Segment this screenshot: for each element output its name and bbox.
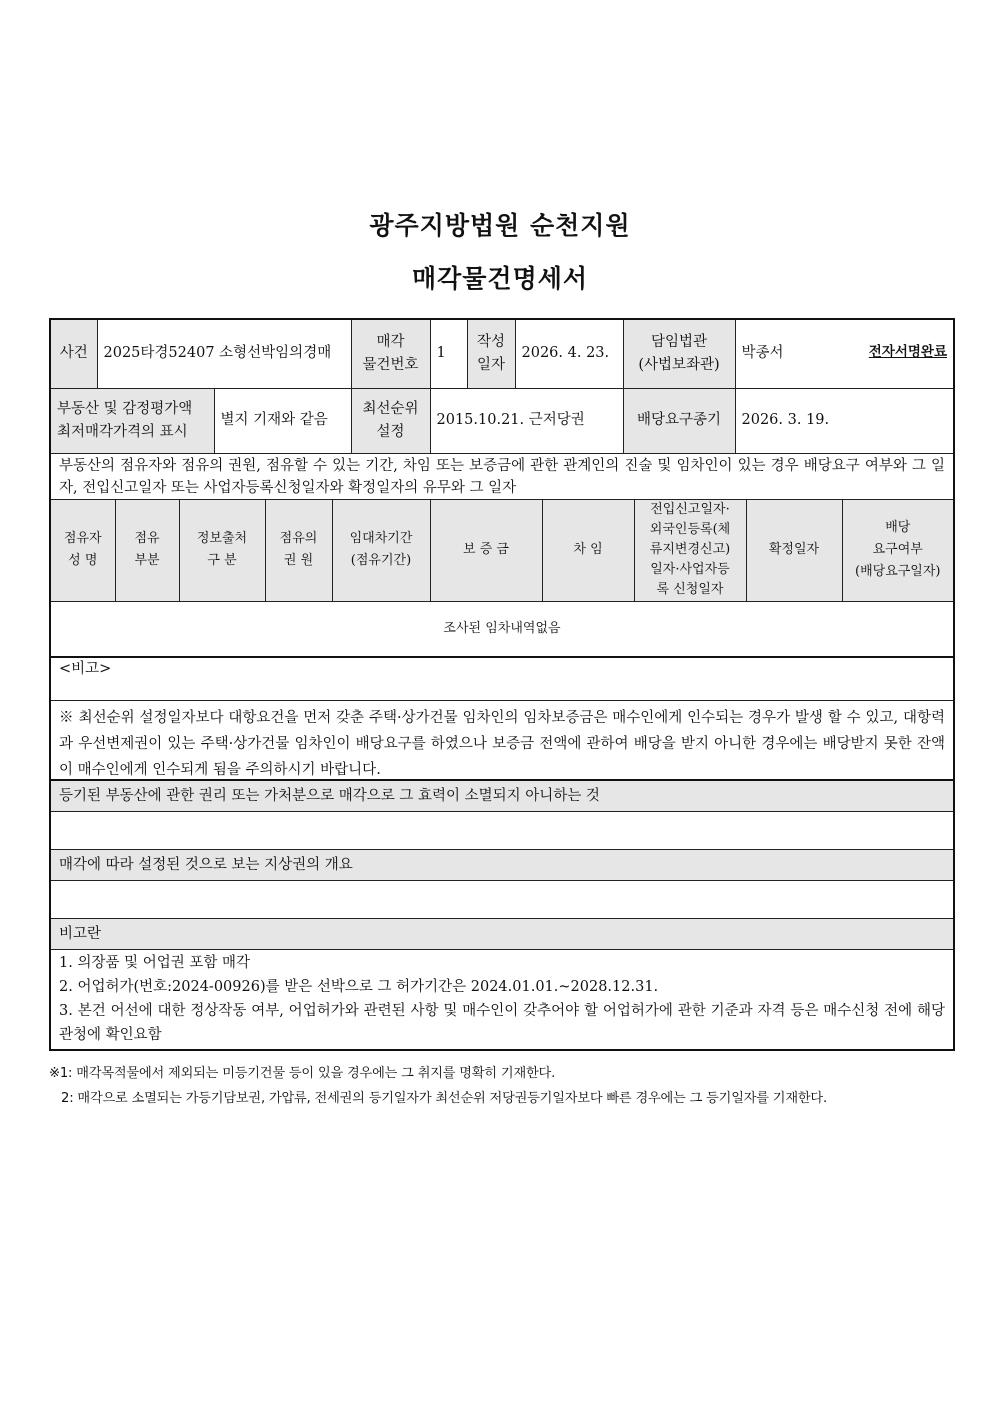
note-item: 1. 의장품 및 어업권 포함 매각 [59,955,250,971]
note-item: 2. 어업허가(번호:2024-00926)를 받은 선박으로 그 허가기간은 2024.01.01.~2028.12.31. [59,979,659,995]
col-rent: 차 임 [542,499,634,601]
col-dividend-request: 배당 요구여부 (배당요구일자) [842,499,953,601]
col-lease-period: 임대차기간 (점유기간) [332,499,430,601]
judge-label: 담임법관 (사법보좌관) [623,320,735,388]
written-date-label: 작성 일자 [467,320,515,388]
no-lease-message: 조사된 임차내역없음 [51,601,953,656]
priority-value: 2015.10.21. 근저당권 [430,389,623,453]
occupancy-description: 부동산의 점유자와 점유의 권원, 점유할 수 있는 기간, 차임 또는 보증금에 관한 관계인의 진술 및 임차인이 있는 경우 배당요구 여부와 그 일자, 전입신고일자 또는 사업자등록신청일자와 확정일자의 유무와 그 일자 [51,453,953,499]
priority-label: 최선순위 설정 [351,389,430,453]
col-occupied-part: 점유 부분 [115,499,179,601]
col-deposit: 보 증 금 [430,499,542,601]
footnote-2: 2: 매각으로 소멸되는 가등기담보권, 가압류, 전세권의 등기일자가 최선순위 저당권등기일자보다 빠른 경우에는 그 등기일자를 기재한다. [61,1091,827,1106]
written-date-value: 2026. 4. 23. [515,320,623,388]
remarks-label: <비고> [51,658,953,701]
col-info-source: 정보출처 구 분 [179,499,265,601]
footnote-1: ※1: 매각목적물에서 제외되는 미등기건물 등이 있을 경우에는 그 취지를 명확히 기재한다. [49,1066,556,1081]
superficies-content [51,881,953,919]
col-fixed-date: 확정일자 [746,499,842,601]
case-label: 사건 [51,320,97,388]
rights-label: 등기된 부동산에 관한 권리 또는 가처분으로 매각으로 그 효력이 소멸되지 아니하는 것 [51,781,953,812]
property-info-table [51,388,953,453]
deadline-label: 배당요구종기 [623,389,735,453]
occupancy-table [51,499,953,657]
court-name: 광주지방법원 순천지원 [369,211,631,240]
remarks-section [51,656,953,779]
property-value: 별지 기재와 같음 [214,389,351,453]
judge-name: 박종서 [741,345,784,362]
document-title: 매각물건명세서 [411,264,589,293]
superficies-label: 매각에 따라 설정된 것으로 보는 지상권의 개요 [51,850,953,881]
col-move-in-date: 전입신고일자· 외국인등록(체 류지변경신고) 일자·사업자등 록 신청일자 [634,499,746,601]
judge-cell [735,320,953,388]
col-occupancy-title: 점유의 권 원 [265,499,332,601]
occupancy-header-row [51,499,953,601]
superficies-section [51,850,953,919]
sale-item-statement-form [49,318,955,1051]
note-item: 3. 본건 어선에 대한 정상작동 여부, 어업허가와 관련된 사항 및 매수인이 갖추어야 할 어업허가에 관한 기준과 자격 등은 매수신청 전에 해당 관청에 확인요함 [59,1003,945,1043]
rights-content [51,812,953,850]
case-value: 2025타경52407 소형선박임의경매 [97,320,351,388]
e-signature-status: 전자서명완료 [868,344,947,361]
case-info-table [51,320,953,388]
notes-label: 비고란 [51,919,953,950]
item-number-label: 매각 물건번호 [351,320,430,388]
property-label: 부동산 및 감정평가액 최저매각가격의 표시 [51,389,214,453]
notes-list [51,950,953,1049]
deadline-value: 2026. 3. 19. [735,389,953,453]
notes-section [51,919,953,1049]
remarks-notice: ※ 최선순위 설정일자보다 대항요건을 먼저 갖춘 주택·상가건물 임차인의 임차보증금은 매수인에게 인수되는 경우가 발생 할 수 있고, 대항력과 우선변제권이 있는 주택·상가건물 임차인이 배당요구를 하였으나 보증금 전액에 관하여 배당을 받지 아니한 경우에는 배당받지 못한 잔액이 매수인에게 인수되게 됨을 주의하시기 바랍니다. [59,710,945,778]
col-occupant-name: 점유자 성 명 [51,499,115,601]
rights-section [51,779,953,850]
item-number-value: 1 [430,320,467,388]
